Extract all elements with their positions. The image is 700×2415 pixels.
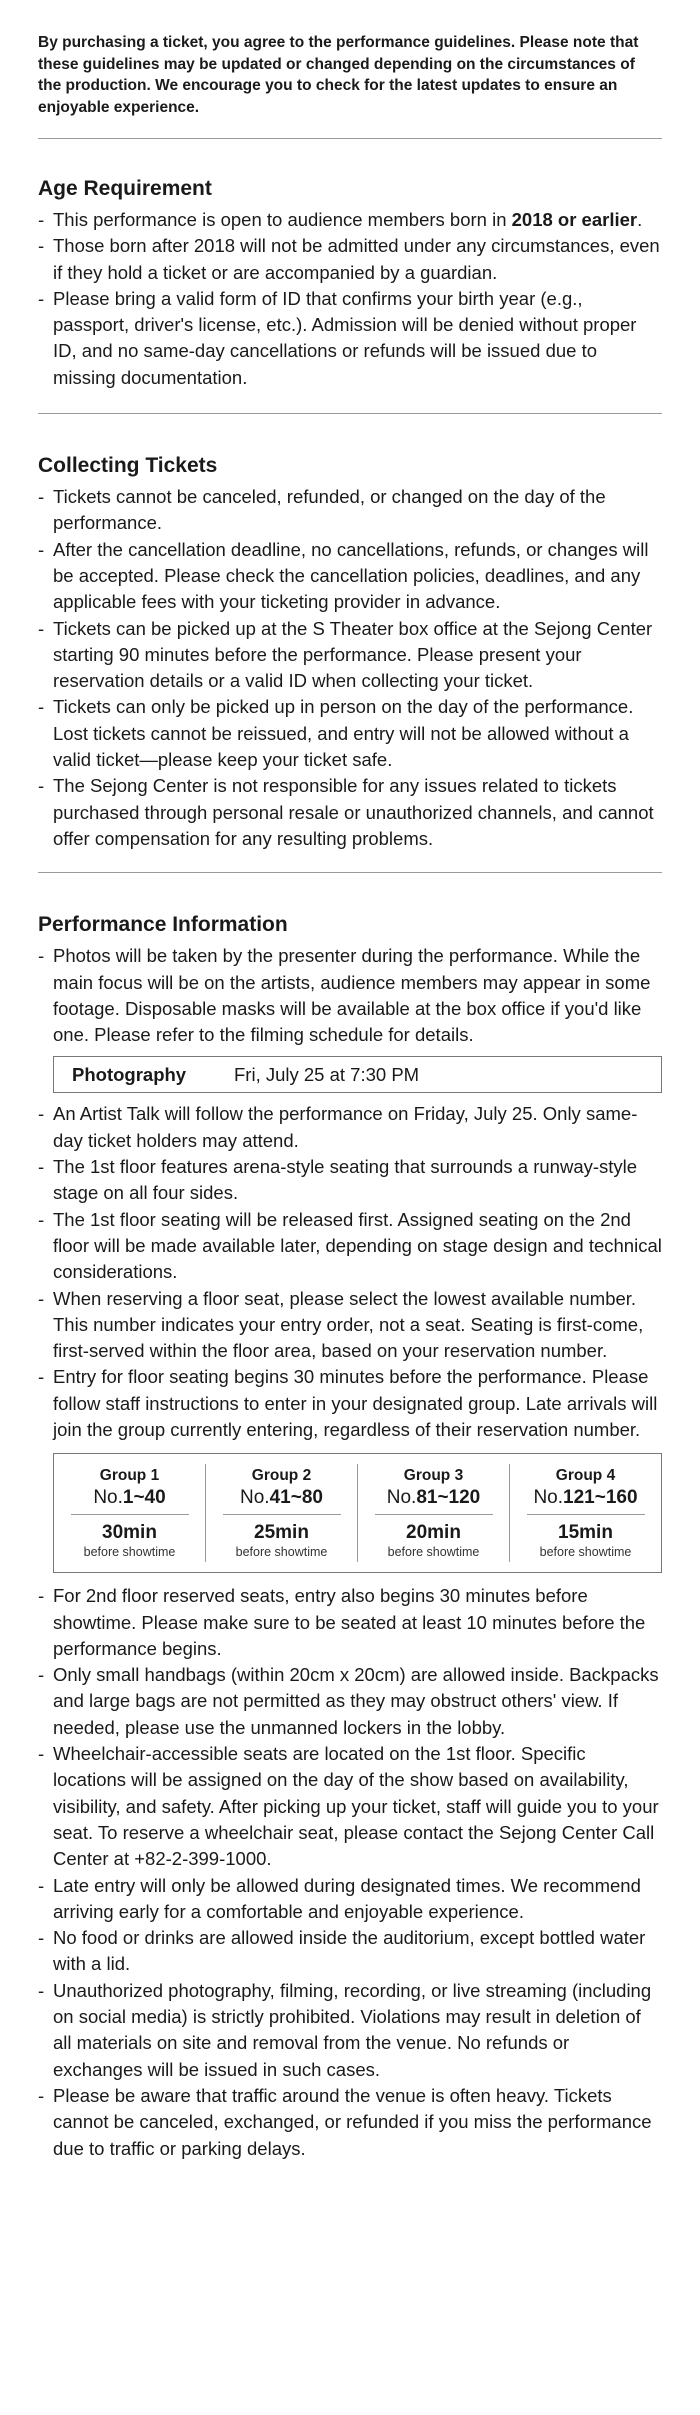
list-item: - No food or drinks are allowed inside the auditorium, except bottled water with a lid. [38,1925,662,1978]
section-heading: Collecting Tickets [38,454,218,478]
group-numbers: No.1~40 [71,1486,189,1515]
photography-schedule-box [53,1056,662,1093]
list-item: - Tickets can only be picked up in person on the day of the performance. Lost tickets cannot be reissued, and entry will not be allowed without a valid ticket—please keep your ticket safe. [38,694,662,773]
divider [38,872,662,873]
divider [38,138,662,139]
group-name: Group 3 [403,1467,464,1485]
list-item: - Please be aware that traffic around the venue is often heavy. Tickets cannot be canceled, exchanged, or refunded if you miss the performance due to traffic or parking delays. [38,2083,662,2162]
group-numbers: No.41~80 [223,1486,341,1515]
group-entry-note: before showtime [235,1545,328,1560]
list-item: - Entry for floor seating begins 30 minutes before the performance. Please follow staff instructions to enter in your designated group. Late arrivals will join the group currently entering, regardless of their reservation number. [38,1364,662,1443]
photography-date: Fri, July 25 at 7:30 PM [234,1063,420,1085]
entry-group [357,1464,509,1562]
age-requirement-section [38,175,662,391]
entry-group [54,1464,205,1562]
performance-list-b [38,1583,662,2162]
entry-groups-table [53,1453,662,1573]
group-entry-note: before showtime [539,1545,632,1560]
list-item: - Unauthorized photography, filming, recording, or live streaming (including on social media) is strictly prohibited. Violations may result in deletion of all materials on site and removal from the venue. No refunds or exchanges will be issued in such cases. [38,1978,662,2083]
collecting-list [38,484,662,852]
list-item: - An Artist Talk will follow the performance on Friday, July 25. Only same-day ticket holders may attend. [38,1101,662,1154]
section-heading: Performance Information [38,913,288,937]
group-entry-time: 25min [254,1522,309,1544]
list-item: - Tickets cannot be canceled, refunded, or changed on the day of the performance. [38,484,662,537]
list-item: - When reserving a floor seat, please select the lowest available number. This number indicates your entry order, not a seat. Seating is first-come, first-served within the floor area, based on your reservation number. [38,1286,662,1365]
list-item: - The 1st floor seating will be released first. Assigned seating on the 2nd floor will be made available later, depending on stage design and technical considerations. [38,1207,662,1286]
group-name: Group 2 [251,1467,312,1485]
group-numbers: No.81~120 [375,1486,493,1515]
birth-year-highlight: 2018 or earlier [511,209,638,230]
section-heading: Age Requirement [38,177,212,200]
list-item: - After the cancellation deadline, no cancellations, refunds, or changes will be accepted. Please check the cancellation policies, deadlines, and any applicable fees with your ticketing provider in advance. [38,537,662,616]
group-entry-time: 20min [406,1522,461,1544]
group-entry-note: before showtime [387,1545,480,1560]
group-name: Group 4 [555,1467,616,1485]
age-list [38,207,662,391]
group-entry-note: before showtime [83,1545,176,1560]
divider [38,413,662,414]
list-item: - This performance is open to audience members born in 2018 or earlier. [38,207,662,233]
group-entry-time: 15min [558,1522,613,1544]
group-numbers: No.121~160 [527,1486,645,1515]
group-entry-time: 30min [102,1522,157,1544]
list-item: - The Sejong Center is not responsible for any issues related to tickets purchased through personal resale or unauthorized channels, and cannot offer compensation for any resulting problems. [38,773,662,852]
list-item: - The 1st floor features arena-style seating that surrounds a runway-style stage on all four sides. [38,1154,662,1207]
list-item: - Photos will be taken by the presenter during the performance. While the main focus will be on the artists, audience members may appear in some footage. Disposable masks will be available at the box office if you'd like one. Please refer to the filming schedule for details. [38,943,662,1048]
performance-information-section [38,911,662,2162]
list-item: - Only small handbags (within 20cm x 20cm) are allowed inside. Backpacks and large bags are not permitted as they may obstruct others' view. If needed, please use the unmanned lockers in the lobby. [38,1662,662,1741]
intro-paragraph: By purchasing a ticket, you agree to the performance guidelines. Please note that these guidelines may be updated or changed depending on the circumstances of the production. We encourage you to check for the latest updates to ensure an enjoyable experience. [38,34,639,116]
list-item: - Please bring a valid form of ID that confirms your birth year (e.g., passport, driver's license, etc.). Admission will be denied without proper ID, and no same-day cancellations or refunds will be issued due to missing documentation. [38,286,662,391]
performance-list-intro [38,943,662,1048]
list-item: - Those born after 2018 will not be admitted under any circumstances, even if they hold a ticket or are accompanied by a guardian. [38,233,662,286]
photography-label: Photography [72,1063,187,1085]
performance-list-a [38,1101,662,1443]
collecting-tickets-section [38,452,662,852]
entry-group [205,1464,357,1562]
list-item: - Tickets can be picked up at the S Theater box office at the Sejong Center starting 90 minutes before the performance. Please present your reservation details or a valid ID when collecting your ticket. [38,616,662,695]
list-item: - Late entry will only be allowed during designated times. We recommend arriving early for a comfortable and enjoyable experience. [38,1873,662,1926]
entry-group [509,1464,661,1562]
list-item: - Wheelchair-accessible seats are located on the 1st floor. Specific locations will be assigned on the day of the show based on availability, visibility, and safety. After picking up your ticket, staff will guide you to your seat. To reserve a wheelchair seat, please contact the Sejong Center Call Center at +82-2-399-1000. [38,1741,662,1872]
list-item: - For 2nd floor reserved seats, entry also begins 30 minutes before showtime. Please make sure to be seated at least 10 minutes before the performance begins. [38,1583,662,1662]
group-name: Group 1 [99,1467,160,1485]
